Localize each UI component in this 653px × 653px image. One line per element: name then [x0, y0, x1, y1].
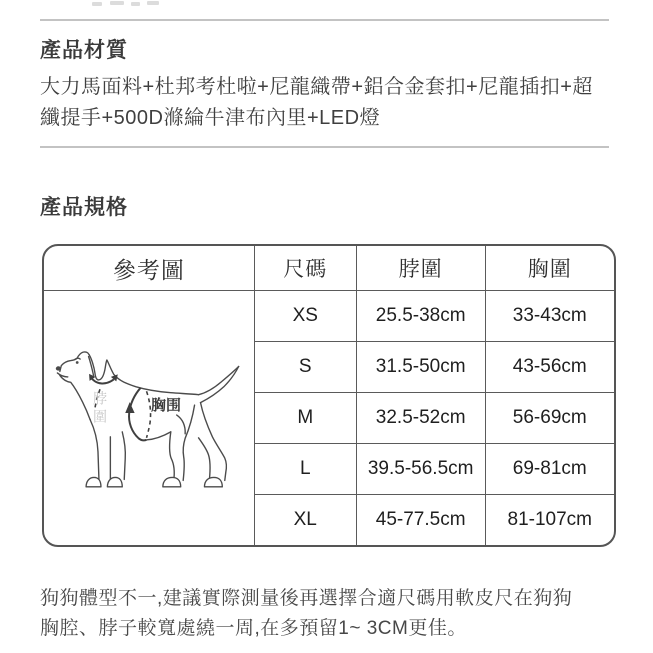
column-header-reference: 參考圖 — [112, 256, 185, 283]
section-divider — [40, 19, 609, 21]
column-header-size: 尺碼 — [254, 246, 356, 290]
chest-cell: 69-81cm — [485, 443, 614, 494]
spec-section-heading: 產品規格 — [40, 196, 128, 219]
neck-cell: 39.5-56.5cm — [356, 443, 485, 494]
neck-girth-diagram-label: 脖圍 — [92, 391, 108, 427]
size-cell: L — [254, 443, 356, 494]
size-cell: S — [254, 341, 356, 392]
chest-cell: 56-69cm — [485, 392, 614, 443]
material-description-line-1: 大力馬面料+杜邦考杜啦+尼龍織帶+鋁合金套扣+尼龍插扣+超 — [40, 76, 593, 98]
column-header-chest: 胸圍 — [485, 246, 614, 290]
material-section-heading: 產品材質 — [40, 39, 128, 62]
size-cell: M — [254, 392, 356, 443]
cropped-text-fragment — [131, 2, 140, 6]
size-cell: XL — [254, 494, 356, 545]
neck-cell: 45-77.5cm — [356, 494, 485, 545]
material-description — [40, 72, 620, 134]
sizing-note-line-2: 胸腔、脖子較寬處繞一周,在多預留1~ 3CM更佳。 — [40, 618, 467, 639]
size-chart-table — [42, 244, 616, 547]
chest-cell: 33-43cm — [485, 290, 614, 341]
sizing-note-line-1: 狗狗體型不一,建議實際測量後再選擇合適尺碼用軟皮尺在狗狗 — [40, 588, 573, 609]
sizing-note — [40, 584, 620, 644]
material-description-line-2: 纖提手+500D滌綸牛津布內里+LED燈 — [40, 107, 381, 129]
dog-line-drawing — [44, 291, 253, 546]
size-cell: XS — [254, 290, 356, 341]
neck-cell: 25.5-38cm — [356, 290, 485, 341]
neck-cell: 31.5-50cm — [356, 341, 485, 392]
section-divider — [40, 146, 609, 148]
chest-girth-diagram-label: 胸围 — [151, 397, 182, 414]
neck-cell: 32.5-52cm — [356, 392, 485, 443]
dog-measurement-diagram — [44, 290, 254, 545]
column-header-neck: 脖圍 — [356, 246, 485, 290]
cropped-text-fragment — [147, 1, 159, 5]
cropped-text-fragment — [92, 2, 102, 6]
chest-cell: 43-56cm — [485, 341, 614, 392]
chest-cell: 81-107cm — [485, 494, 614, 545]
cropped-text-fragment — [110, 1, 124, 5]
